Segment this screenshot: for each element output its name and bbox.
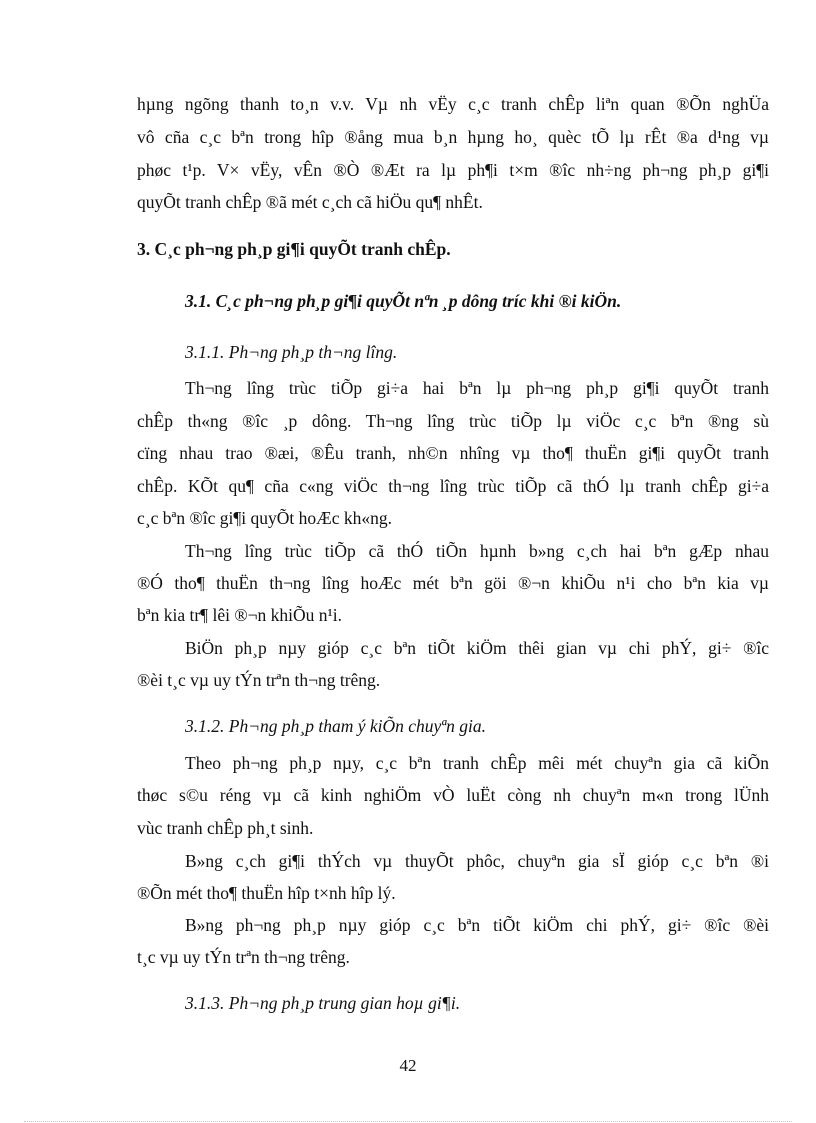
section-heading: 3. C¸c ph¬ng ph¸p gi¶i quyÕt tranh chÊp. <box>137 239 451 259</box>
paragraph-line: cïng nhau trao ®æi, ®Êu tranh, nh©n nhîng vµ tho¶ thuËn gi¶i quyÕt tranh <box>137 443 769 463</box>
paragraph-line: BiÖn ph¸p nµy gióp c¸c bªn tiÕt kiÖm thêi gian vµ chi phÝ, gi÷ ®îc <box>185 638 769 658</box>
paragraph-line: B»ng c¸ch gi¶i thÝch vµ thuyÕt phôc, chuyªn gia sÏ gióp c¸c bªn ®i <box>185 851 769 871</box>
paragraph-line: Th¬ng lîng trùc tiÕp cã thÓ tiÕn hµnh b»ng c¸ch hai bªn gÆp nhau <box>185 541 769 561</box>
subsection-heading: 3.1. C¸c ph¬ng ph¸p gi¶i quyÕt nªn ¸p dông tríc khi ®i kiÖn. <box>185 291 622 311</box>
paragraph-line: Th¬ng lîng trùc tiÕp gi÷a hai bªn lµ ph¬ng ph¸p gi¶i quyÕt tranh <box>185 378 769 398</box>
paragraph-line: quyÕt tranh chÊp ®ã mét c¸ch cã hiÖu qu¶ nhÊt. <box>137 192 483 212</box>
page-number: 42 <box>399 1056 417 1075</box>
paragraph-line: ®Ó tho¶ thuËn th¬ng lîng hoÆc mét bªn göi ®¬n khiÕu n¹i cho bªn kia vµ <box>137 573 769 593</box>
paragraph-line: phøc t¹p. V× vËy, vÊn ®Ò ®Æt ra lµ ph¶i t×m ®îc nh÷ng ph¬ng ph¸p gi¶i <box>137 160 769 180</box>
paragraph-line: c¸c bªn ®îc gi¶i quyÕt hoÆc kh«ng. <box>137 508 392 528</box>
paragraph-line: Theo ph¬ng ph¸p nµy, c¸c bªn tranh chÊp mêi mét chuyªn gia cã kiÕn <box>185 753 769 773</box>
paragraph-line: vùc tranh chÊp ph¸t sinh. <box>137 818 314 838</box>
subsubsection-heading: 3.1.2. Ph¬ng ph¸p tham ý kiÕn chuyªn gia. <box>185 716 486 736</box>
paragraph-line: thøc s©u réng vµ cã kinh nghiÖm vÒ luËt còng nh chuyªn m«n trong lÜnh <box>137 785 769 805</box>
paragraph-line: B»ng ph¬ng ph¸p nµy gióp c¸c bªn tiÕt kiÖm chi phÝ, gi÷ ®îc ®èi <box>185 915 769 935</box>
paragraph-line: t¸c vµ uy tÝn trªn th¬ng trêng. <box>137 947 350 967</box>
subsubsection-heading: 3.1.1. Ph¬ng ph¸p th¬ng lîng. <box>185 342 398 362</box>
paragraph-line: ®Õn mét tho¶ thuËn hîp t×nh hîp lý. <box>137 883 396 903</box>
subsubsection-heading: 3.1.3. Ph¬ng ph¸p trung gian hoµ gi¶i. <box>185 993 461 1013</box>
paragraph-line: ®èi t¸c vµ uy tÝn trªn th¬ng trêng. <box>137 670 381 690</box>
paragraph-line: chÊp th«ng ®îc ¸p dông. Th¬ng lîng trùc tiÕp lµ viÖc c¸c bªn ®ng sù <box>137 411 769 431</box>
paragraph-line: vô cña c¸c bªn trong hîp ®ång mua b¸n hµng ho¸ quèc tÕ lµ rÊt ®a d¹ng vµ <box>137 127 769 147</box>
page-bottom-rule <box>24 1121 792 1122</box>
paragraph-line: chÊp. KÕt qu¶ cña c«ng viÖc th¬ng lîng trùc tiÕp cã thÓ lµ tranh chÊp gi÷a <box>137 476 769 496</box>
paragraph-line: bªn kia tr¶ lêi ®¬n khiÕu n¹i. <box>137 605 342 625</box>
paragraph-line: hµng ngõng thanh to¸n v.v. Vµ nh vËy c¸c tranh chÊp liªn quan ®Õn nghÜa <box>137 94 769 114</box>
